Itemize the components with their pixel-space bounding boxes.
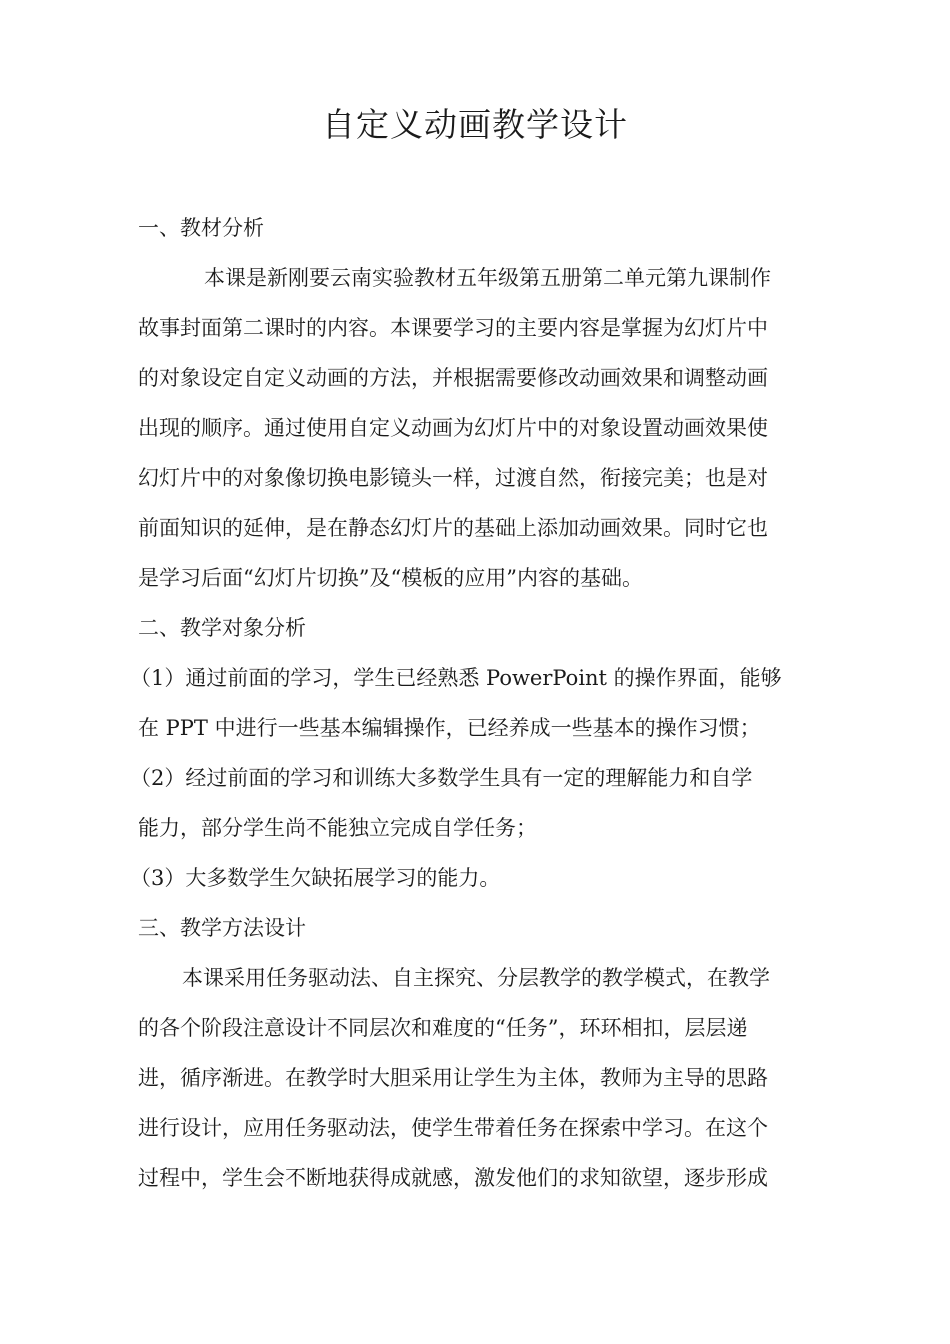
list-item-line: 能力，部分学生尚不能独立完成自学任务；: [138, 816, 537, 840]
paragraph-line: 出现的顺序。通过使用自定义动画为幻灯片中的对象设置动画效果使: [138, 416, 768, 440]
paragraph-line: 前面知识的延伸，是在静态幻灯片的基础上添加动画效果。同时它也: [138, 516, 768, 540]
paragraph-line: 故事封面第二课时的内容。本课要学习的主要内容是掌握为幻灯片中: [138, 316, 768, 340]
paragraph-line: 的对象设定自定义动画的方法，并根据需要修改动画效果和调整动画: [138, 366, 768, 390]
list-item-line: 在 PPT 中进行一些基本编辑操作，已经养成一些基本的操作习惯；: [138, 716, 761, 740]
paragraph-line: 过程中，学生会不断地获得成就感，激发他们的求知欲望，逐步形成: [138, 1166, 768, 1190]
paragraph-line: 进行设计，应用任务驱动法，使学生带着任务在探索中学习。在这个: [138, 1116, 768, 1140]
document-body: [130, 203, 818, 1203]
list-item-line: （2）经过前面的学习和训练大多数学生具有一定的理解能力和自学: [130, 766, 753, 790]
paragraph-line: 是学习后面“幻灯片切换”及“模板的应用”内容的基础。: [138, 566, 643, 590]
section-heading-textbook-analysis: 一、教材分析: [138, 216, 264, 240]
paragraph-line: 本课是新刚要云南实验教材五年级第五册第二单元第九课制作: [204, 266, 771, 290]
paragraph-line: 幻灯片中的对象像切换电影镜头一样，过渡自然，衔接完美；也是对: [138, 466, 768, 490]
section-heading-teaching-method: 三、教学方法设计: [138, 916, 306, 940]
list-item-line: （3）大多数学生欠缺拓展学习的能力。: [130, 866, 501, 890]
section-heading-student-analysis: 二、教学对象分析: [138, 616, 306, 640]
paragraph-line: 的各个阶段注意设计不同层次和难度的“任务”，环环相扣，层层递: [138, 1016, 748, 1040]
list-item-line: （1）通过前面的学习，学生已经熟悉 PowerPoint 的操作界面，能够: [130, 666, 782, 690]
paragraph-line: 本课采用任务驱动法、自主探究、分层教学的教学模式，在教学: [182, 966, 770, 990]
paragraph-line: 进，循序渐进。在教学时大胆采用让学生为主体，教师为主导的思路: [138, 1066, 768, 1090]
document-title: 自定义动画教学设计: [322, 105, 628, 144]
